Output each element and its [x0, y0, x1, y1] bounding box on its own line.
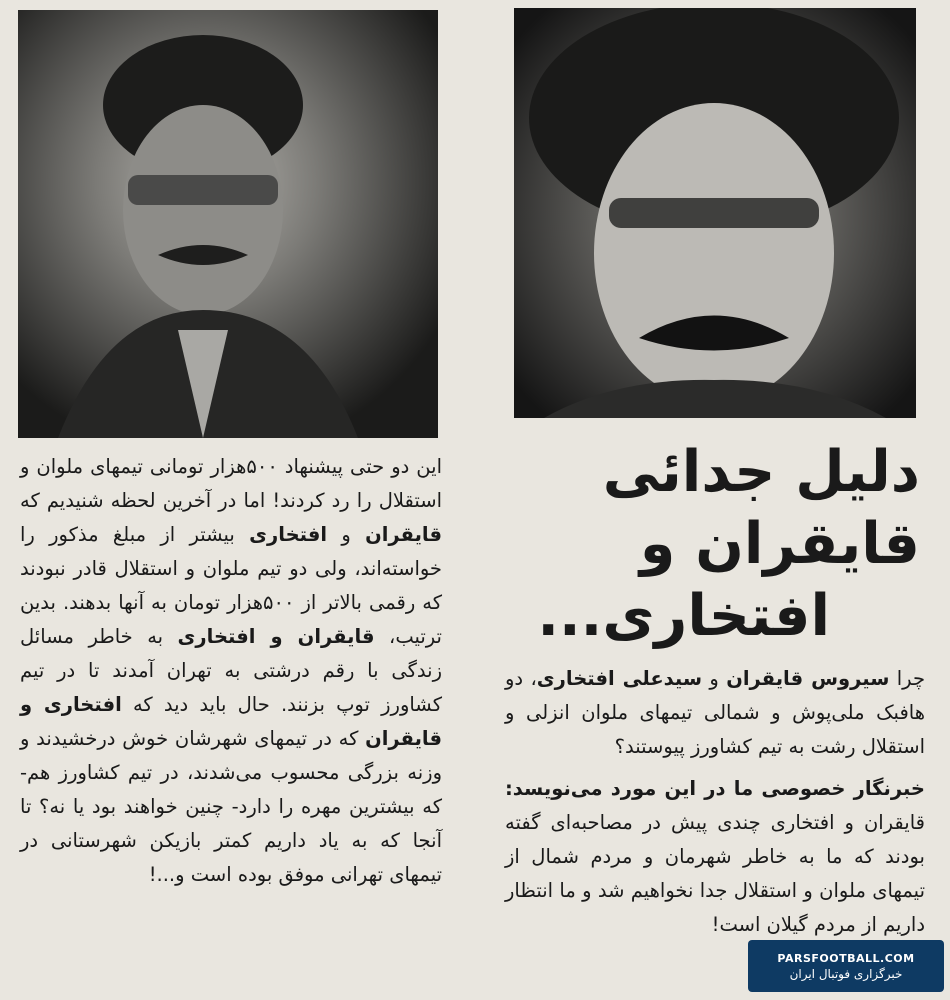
watermark-name: خبرگزاری فوتبال ایران — [789, 966, 903, 981]
portrait-photo-right-icon — [514, 8, 916, 418]
bold-lead: خبرنگار خصوصی ما در این مورد می‌نویسد: — [505, 777, 925, 800]
text-span: بیشتر از مبلغ مذکور را خواسته‌اند، ولی دو تیم ملوان و استقلال قادر نبودند که رقمی بالاتر از ۵۰۰هزار تومان به آنها بدهند. بدین ترتیب، — [20, 523, 443, 648]
text-span: و — [327, 523, 366, 546]
left-paragraph — [20, 450, 442, 892]
text-span: به خاطر مسائل زندگی با رقم درشتی به تهران آمدند تا در تیم کشاورز توپ بزنند. حال باید دید که — [20, 625, 442, 716]
bold-name: قایقران و افتخاری — [177, 625, 375, 648]
watermark-badge — [748, 940, 944, 992]
bold-name: سیدعلی افتخاری — [536, 667, 703, 690]
portrait-photo-left-icon — [18, 10, 438, 438]
text-span: چرا — [889, 667, 925, 690]
text-span: و — [702, 667, 727, 690]
bold-name: سیروس قایقران — [726, 667, 890, 690]
article-right-column — [505, 662, 925, 950]
right-paragraph-2 — [505, 772, 925, 942]
bold-name: قایقران — [365, 523, 442, 546]
headline-line-1: دلیل جدائی — [602, 439, 920, 505]
photo-left — [18, 10, 438, 438]
text-span: که در تیمهای شهرشان خوش درخشیدند و وزنه بزرگی محسوب می‌شدند، در تیم کشاورز هم- که بیشترین مهره را دارد- چنین خواهند بود یا نه؟ تا آنجا که به یاد داریم کمتر بازیکن شهرستانی در تیمهای تهرانی موفق بوده است و...! — [20, 727, 442, 886]
bold-name: افتخاری و قایقران — [20, 693, 442, 750]
watermark-site: PARSFOOTBALL.COM — [777, 951, 915, 965]
article-left-column — [20, 450, 442, 900]
headline — [500, 436, 920, 652]
photo-right — [514, 8, 916, 418]
text-span: ، دو هافبک ملی‌پوش و شمالی تیمهای ملوان انزلی و استقلال رشت به تیم کشاورز پیوستند؟ — [505, 667, 925, 758]
headline-line-3: افتخاری... — [537, 583, 830, 649]
headline-line-2: قایقران و — [639, 511, 920, 577]
text-span: قایقران و افتخاری چندی پیش در مصاحبه‌ای گفته بودند که ما به خاطر شهرمان و مردم شمال از تیمهای ملوان و استقلال جدا نخواهیم شد و ما انتظار داریم از مردم گیلان است! — [505, 811, 925, 936]
bold-name: افتخاری — [249, 523, 328, 546]
text-span: این دو حتی پیشنهاد ۵۰۰هزار تومانی تیمهای ملوان و استقلال را رد کردند! اما در آخرین لحظه شنیدیم که — [20, 455, 442, 512]
right-paragraph-1 — [505, 662, 925, 764]
